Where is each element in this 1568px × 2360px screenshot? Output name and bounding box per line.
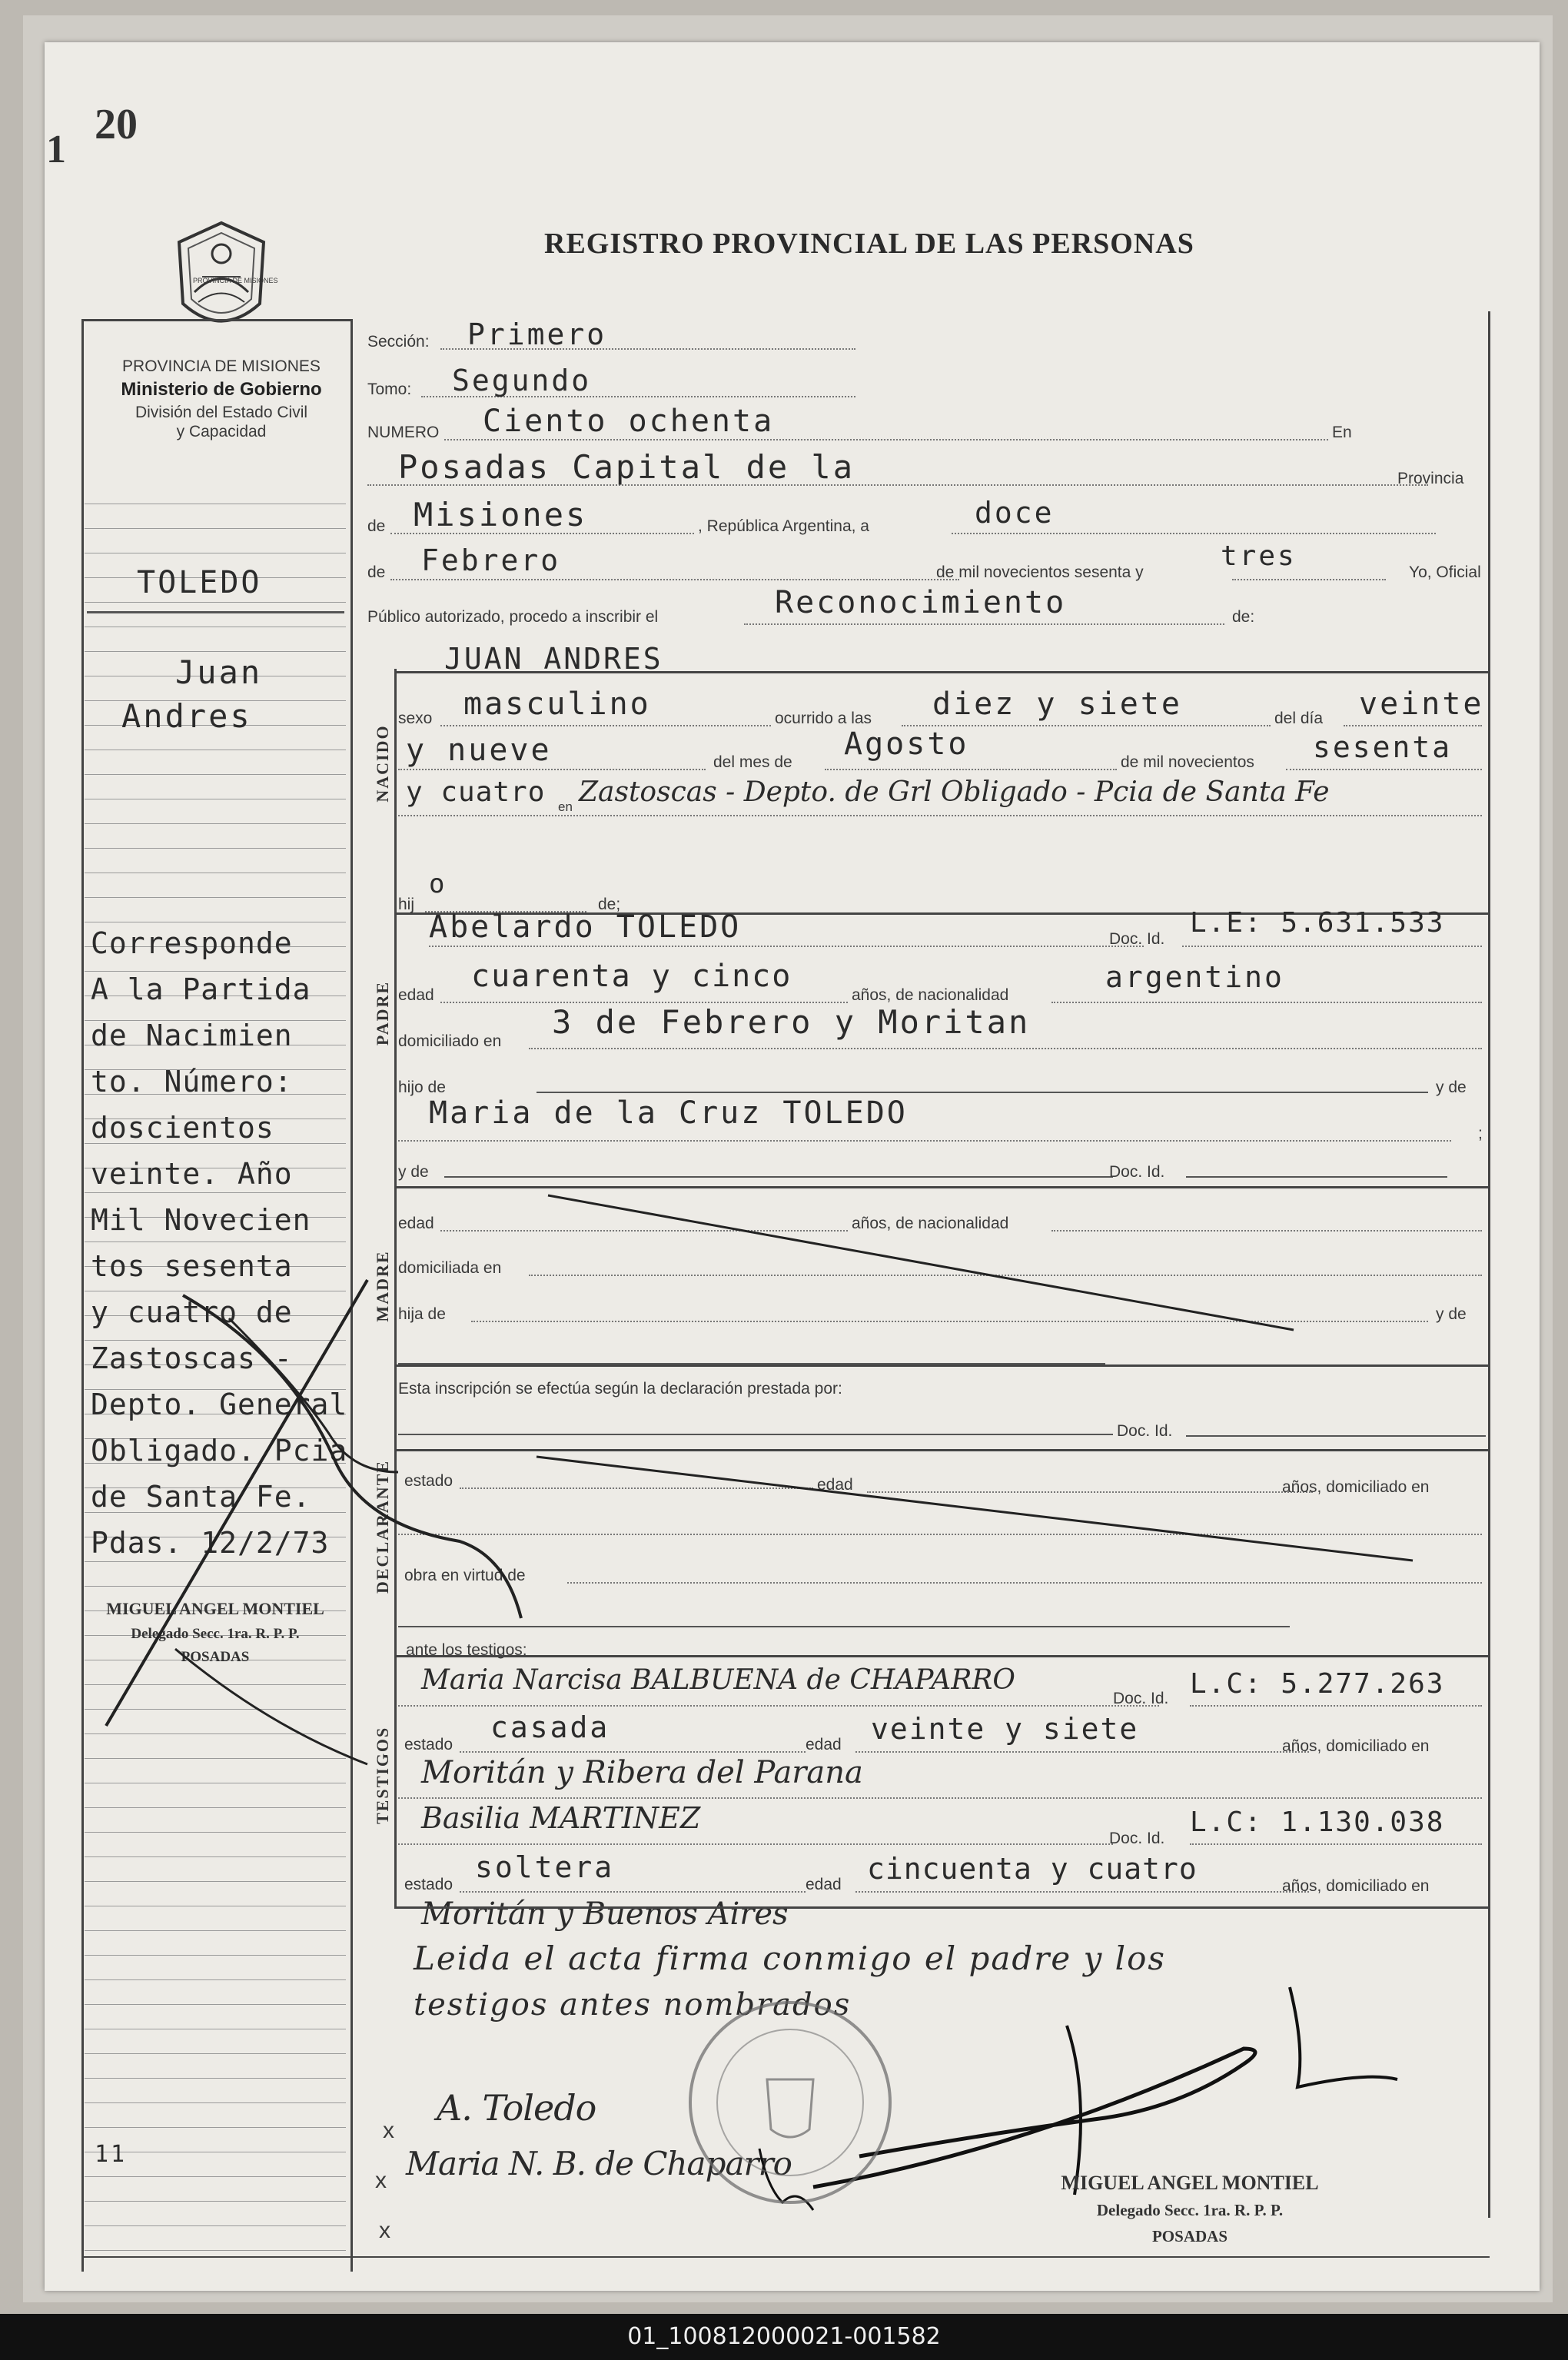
padre-nacionalidad-label: años, de nacionalidad bbox=[852, 986, 1009, 1004]
office-division: División del Estado Civil bbox=[135, 404, 308, 421]
page-title: REGISTRO PROVINCIAL DE LAS PERSONAS bbox=[544, 228, 1194, 260]
margin-rule-line bbox=[85, 1856, 346, 1857]
testigo1-value: Maria Narcisa BALBUENA de CHAPARRO bbox=[421, 1664, 1015, 1696]
margin-rule-line bbox=[85, 848, 346, 849]
margin-rule-line bbox=[85, 528, 346, 529]
testigo2-value: Basilia MARTINEZ bbox=[421, 1801, 701, 1835]
office-ministry: Ministerio de Gobierno bbox=[121, 379, 322, 400]
padre-domicilio-value: 3 de Febrero y Moritan bbox=[552, 1003, 1031, 1041]
declarante-edad-label: edad bbox=[817, 1476, 853, 1494]
dia-nac-value-2: y nueve bbox=[406, 733, 552, 768]
testigo1-estado-value: casada bbox=[490, 1710, 610, 1744]
side-label-testigos: TESTIGOS bbox=[373, 1726, 392, 1824]
sexo-label: sexo bbox=[398, 710, 433, 727]
declarante-void-stroke bbox=[506, 1418, 1428, 1572]
testigo2-domicilio-value: Moritán y Buenos Aires bbox=[421, 1896, 789, 1932]
dia-value: doce bbox=[975, 496, 1055, 530]
padre-domicilio-label: domiciliado en bbox=[398, 1032, 502, 1050]
closing-line-2: testigos antes nombrados bbox=[414, 1987, 852, 2023]
officer-stamp-role: Delegado Secc. 1ra. R. P. P. bbox=[1096, 2201, 1284, 2219]
provincia-label: Provincia bbox=[1397, 470, 1464, 487]
y-de-label-2: y de bbox=[398, 1163, 429, 1181]
margin-rule-line bbox=[85, 774, 346, 775]
margin-note-line: Depto. General bbox=[91, 1388, 348, 1421]
testigo2-doc-label: Doc. Id. bbox=[1109, 1830, 1165, 1847]
testigo2-estado-label: estado bbox=[404, 1876, 453, 1893]
madre-y-de-label: y de bbox=[1436, 1305, 1467, 1323]
signature-1: A. Toledo bbox=[437, 2087, 596, 2129]
mes-nac-value: Agosto bbox=[844, 726, 969, 762]
margin-note-line: y cuatro de bbox=[91, 1295, 293, 1329]
right-border bbox=[1488, 311, 1490, 2218]
image-id-bar: 01_100812000021-001582 bbox=[0, 2314, 1568, 2360]
margin-rule-line bbox=[85, 602, 346, 603]
margin-rule-line bbox=[85, 971, 346, 972]
side-label-nacido: NACIDO bbox=[373, 724, 392, 803]
mil-novecientos-label: de mil novecientos sesenta y bbox=[936, 563, 1144, 581]
madre-edad-label: edad bbox=[398, 1215, 434, 1232]
de-label-2: de bbox=[367, 563, 386, 581]
signature-2: Maria N. B. de Chaparro bbox=[406, 2145, 792, 2182]
closing-line-1: Leida el acta firma conmigo el padre y los bbox=[414, 1940, 1166, 1977]
margin-rule-line bbox=[85, 2225, 346, 2226]
padre-edad-value: cuarenta y cinco bbox=[471, 959, 792, 994]
obra-label: obra en virtud de bbox=[404, 1567, 526, 1584]
margin-rule-line bbox=[85, 2250, 346, 2251]
margin-note-line: de Santa Fe. bbox=[91, 1480, 311, 1514]
margin-rule-line bbox=[85, 1807, 346, 1808]
en-label: En bbox=[1332, 424, 1352, 441]
margin-note-line: Corresponde bbox=[91, 926, 293, 960]
mes-value: Febrero bbox=[421, 543, 561, 577]
margin-note-line: Zastoscas - bbox=[91, 1341, 293, 1375]
margin-cross-mark bbox=[75, 1234, 537, 1772]
top-rule bbox=[81, 319, 352, 321]
madre-nacionalidad-label: años, de nacionalidad bbox=[852, 1215, 1009, 1232]
margin-rule-line bbox=[85, 1979, 346, 1980]
testigo1-edad-label: edad bbox=[806, 1736, 842, 1753]
provincia-value: Misiones bbox=[414, 496, 588, 533]
testigo1-estado-label: estado bbox=[404, 1736, 453, 1753]
lugar-nac-value: Zastoscas - Depto. de Grl Obligado - Pcia de Santa Fe bbox=[579, 776, 1330, 808]
margin-rule-line bbox=[85, 2102, 346, 2103]
hora-value: diez y siete bbox=[932, 686, 1182, 722]
official-seal-icon bbox=[683, 1995, 898, 2210]
testigo1-doc-value: L.C: 5.277.263 bbox=[1190, 1668, 1445, 1700]
del-dia-label: del día bbox=[1274, 710, 1324, 727]
margin-rule-line bbox=[85, 2078, 346, 2079]
margin-rule-line bbox=[85, 1955, 346, 1956]
declarante-domicilio-label: años, domiciliado en bbox=[1282, 1478, 1430, 1496]
padre-doc-value: L.E: 5.631.533 bbox=[1190, 907, 1445, 939]
hija-de-label: hija de bbox=[398, 1305, 446, 1323]
officer-stamp-name: MIGUEL ANGEL MONTIEL bbox=[1061, 2172, 1319, 2194]
sig-mark-x1: x bbox=[383, 2118, 394, 2143]
del-mes-label: del mes de bbox=[713, 753, 792, 771]
margin-rule-line bbox=[85, 2176, 346, 2177]
testigo2-edad-label: edad bbox=[806, 1876, 842, 1893]
acto-value: Reconocimiento bbox=[775, 585, 1067, 620]
yo-oficial-label: Yo, Oficial bbox=[1409, 563, 1481, 581]
tomo-label: Tomo: bbox=[367, 381, 412, 398]
padre-nacionalidad-value: argentino bbox=[1105, 960, 1284, 994]
testigo2-estado-value: soltera bbox=[475, 1850, 615, 1884]
margin-rule-line bbox=[85, 651, 346, 652]
margin-bottom-mark: 11 bbox=[95, 2141, 128, 2168]
de-colon-label: de: bbox=[1232, 608, 1255, 626]
testigo1-doc-label: Doc. Id. bbox=[1113, 1690, 1169, 1707]
emblem-label: PROVINCIA DE MISIONES bbox=[193, 277, 278, 284]
margin-stamp-role: Delegado Secc. 1ra. R. P. P. bbox=[131, 1626, 300, 1642]
officer-stamp-city: POSADAS bbox=[1151, 2227, 1228, 2245]
margin-note-line: Obligado. Pcia bbox=[91, 1434, 348, 1468]
margin-rule-line bbox=[85, 2053, 346, 2054]
margin-rule-line bbox=[85, 897, 346, 898]
side-label-madre: MADRE bbox=[373, 1250, 392, 1322]
anio-nac-value-2: y cuatro bbox=[406, 776, 546, 808]
margin-note-line: de Nacimien bbox=[91, 1019, 293, 1052]
seccion-label: Sección: bbox=[367, 333, 430, 351]
anio-value: tres bbox=[1221, 540, 1297, 572]
margin-rule-line bbox=[85, 1192, 346, 1193]
margin-note-line: tos sesenta bbox=[91, 1249, 293, 1283]
inscripcion-label: Esta inscripción se efectúa según la declaración prestada por: bbox=[398, 1380, 842, 1398]
padre-edad-label: edad bbox=[398, 986, 434, 1004]
madre-value: Maria de la Cruz TOLEDO bbox=[429, 1095, 908, 1131]
testigos-label: ante los testigos: bbox=[406, 1641, 527, 1659]
margin-stamp-name: MIGUEL ANGEL MONTIEL bbox=[106, 1599, 324, 1618]
anio-nac-value: sesenta bbox=[1313, 730, 1453, 764]
margin-note-line: Pdas. 12/2/73 bbox=[91, 1526, 330, 1560]
padre-doc-label: Doc. Id. bbox=[1109, 930, 1165, 948]
margin-note-line: to. Número: bbox=[91, 1065, 293, 1099]
margin-rule-line bbox=[85, 1832, 346, 1833]
padre-value: Abelardo TOLEDO bbox=[429, 909, 742, 945]
margin-mark: 1 bbox=[46, 128, 66, 171]
publico-label: Público autorizado, procedo a inscribir el bbox=[367, 608, 659, 626]
ocurrido-label: ocurrido a las bbox=[775, 710, 872, 727]
testigo1-domicilio-label: años, domiciliado en bbox=[1282, 1737, 1430, 1755]
margin-rule-line bbox=[85, 1881, 346, 1882]
hij-label: hij bbox=[398, 896, 415, 913]
mil-novecientos-label-2: de mil novecientos bbox=[1121, 753, 1254, 771]
margin-rule-line bbox=[85, 2127, 346, 2128]
testigo2-edad-value: cincuenta y cuatro bbox=[867, 1852, 1198, 1886]
margin-rule-line bbox=[85, 2004, 346, 2005]
lugar-value: Posadas Capital de la bbox=[398, 448, 855, 486]
hijo-de-label: hijo de bbox=[398, 1079, 446, 1096]
testigo1-edad-value: veinte y siete bbox=[871, 1712, 1139, 1746]
margin-surname: TOLEDO bbox=[137, 565, 262, 600]
margin-note-line: Mil Novecien bbox=[91, 1203, 311, 1237]
dia-nac-value: veinte bbox=[1359, 686, 1484, 722]
office-province: PROVINCIA DE MISIONES bbox=[122, 357, 321, 375]
en-small-label: en bbox=[558, 799, 573, 814]
seccion-value: Primero bbox=[467, 317, 607, 351]
margin-stamp-city: POSADAS bbox=[181, 1649, 250, 1665]
side-label-padre: PADRE bbox=[373, 980, 392, 1046]
margin-rule-line bbox=[85, 2201, 346, 2202]
side-label-declarante: DECLARANTE bbox=[373, 1459, 392, 1594]
semicolon-label: ; bbox=[1478, 1125, 1483, 1142]
republica-label: , República Argentina, a bbox=[698, 517, 869, 535]
madre-void-stroke bbox=[502, 1157, 1347, 1311]
y-de-label: y de bbox=[1436, 1079, 1467, 1096]
numero-value: Ciento ochenta bbox=[483, 404, 775, 439]
margin-note-line: A la Partida bbox=[91, 972, 311, 1006]
nombre-value: JUAN ANDRES bbox=[444, 642, 663, 676]
madre-domicilio-label: domiciliada en bbox=[398, 1259, 502, 1277]
testigo1-domicilio-value: Moritán y Ribera del Parana bbox=[421, 1755, 863, 1790]
declarante-estado-label: estado bbox=[404, 1472, 453, 1490]
de-semicolon-label: de; bbox=[598, 896, 621, 913]
numero-label: NUMERO bbox=[367, 424, 440, 441]
sig-mark-x3: x bbox=[379, 2218, 390, 2243]
margin-rule-line bbox=[85, 1930, 346, 1931]
office-capacity: y Capacidad bbox=[176, 423, 267, 440]
margin-rule-line bbox=[85, 823, 346, 824]
margin-given-2: Andres bbox=[121, 697, 252, 735]
margin-note-line: doscientos bbox=[91, 1111, 274, 1145]
margin-note-line: veinte. Año bbox=[91, 1157, 293, 1191]
sexo-value: masculino bbox=[463, 686, 651, 722]
madre-ref-doc-label: Doc. Id. bbox=[1109, 1163, 1165, 1181]
sig-mark-x2: x bbox=[375, 2168, 387, 2193]
hijo-suffix-value: o bbox=[429, 869, 447, 899]
declarante-doc-label: Doc. Id. bbox=[1117, 1422, 1173, 1440]
register-page bbox=[45, 42, 1540, 2291]
de-label-1: de bbox=[367, 517, 386, 535]
tomo-value: Segundo bbox=[452, 364, 592, 397]
testigo2-doc-value: L.C: 1.130.038 bbox=[1190, 1807, 1445, 1838]
margin-given-1: Juan bbox=[175, 653, 263, 691]
page-number: 20 bbox=[95, 101, 138, 148]
testigo2-domicilio-label: años, domiciliado en bbox=[1282, 1877, 1430, 1895]
